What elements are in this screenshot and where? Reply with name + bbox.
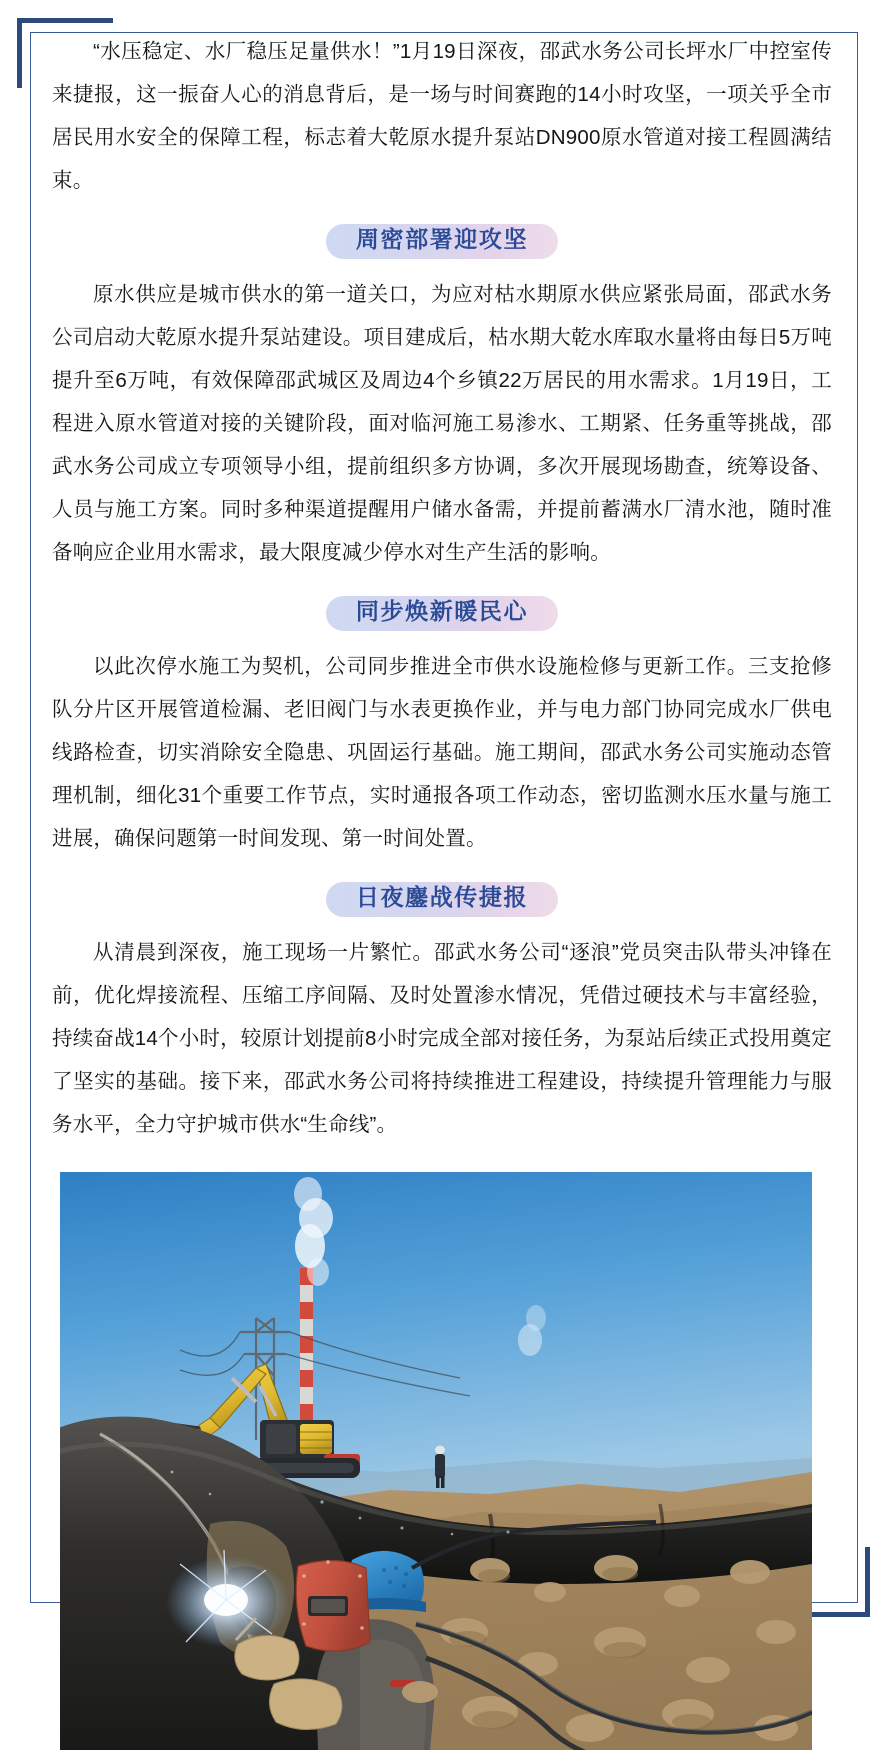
construction-photo-image [60,1172,812,1750]
paragraph-section-1: 原水供应是城市供水的第一道关口，为应对枯水期原水供应紧张局面，邵武水务公司启动大乾原水提升泵站建设。项目建成后，枯水期大乾水库取水量将由每日5万吨提升至6万吨，有效保障邵武城区及周边4个乡镇22万居民的用水需求。1月19日，工程进入原水管道对接的关键阶段，面对临河施工易渗水、工期紧、任务重等挑战，邵武水务公司成立专项领导小组，提前组织多方协调，多次开展现场勘查，统筹设备、人员与施工方案。同时多种渠道提醒用户储水备需，并提前蓄满水厂清水池，随时准备响应企业用水需求，最大限度减少停水对生产生活的影响。 [52,283,832,564]
section-heading-1 [52,224,832,259]
section-heading-1-label: 周密部署迎攻坚 [355,226,529,252]
paragraph-section-3: 从清晨到深夜，施工现场一片繁忙。邵武水务公司“逐浪”党员突击队带头冲锋在前，优化焊接流程、压缩工序间隔、及时处置渗水情况，凭借过硬技术与丰富经验，持续奋战14个小时，较原计划提前8小时完成全部对接任务，为泵站后续正式投用奠定了坚实的基础。接下来，邵武水务公司将持续推进工程建设，持续提升管理能力与服务水平，全力守护城市供水“生命线”。 [52,941,833,1136]
construction-photo [60,1172,812,1750]
section-heading-3-label: 日夜鏖战传捷报 [355,884,529,910]
paragraph-section-2: 以此次停水施工为契机，公司同步推进全市供水设施检修与更新工作。三支抢修队分片区开展管道检漏、老旧阀门与水表更换作业，并与电力部门协同完成水厂供电线路检查，切实消除安全隐患、巩固运行基础。施工期间，邵武水务公司实施动态管理机制，细化31个重要工作节点，实时通报各项工作动态，密切监测水压水量与施工进展，确保问题第一时间发现、第一时间处置。 [52,655,832,850]
section-heading-2-label: 同步焕新暖民心 [355,598,529,624]
article-content [52,30,832,1750]
heading-pill-background [326,224,558,259]
heading-pill-background [326,882,558,917]
section-heading-2 [52,596,832,631]
section-heading-3 [52,882,832,917]
chimney-icon [300,1268,313,1436]
heading-pill-background [326,596,558,631]
paragraph-intro: “水压稳定、水厂稳压足量供水！”1月19日深夜，邵武水务公司长坪水厂中控室传来捷报，这一振奋人心的消息背后，是一场与时间赛跑的14小时攻坚，一项关乎全市居民用水安全的保障工程，标志着大乾原水提升泵站DN900原水管道对接工程圆满结束。 [52,40,832,192]
